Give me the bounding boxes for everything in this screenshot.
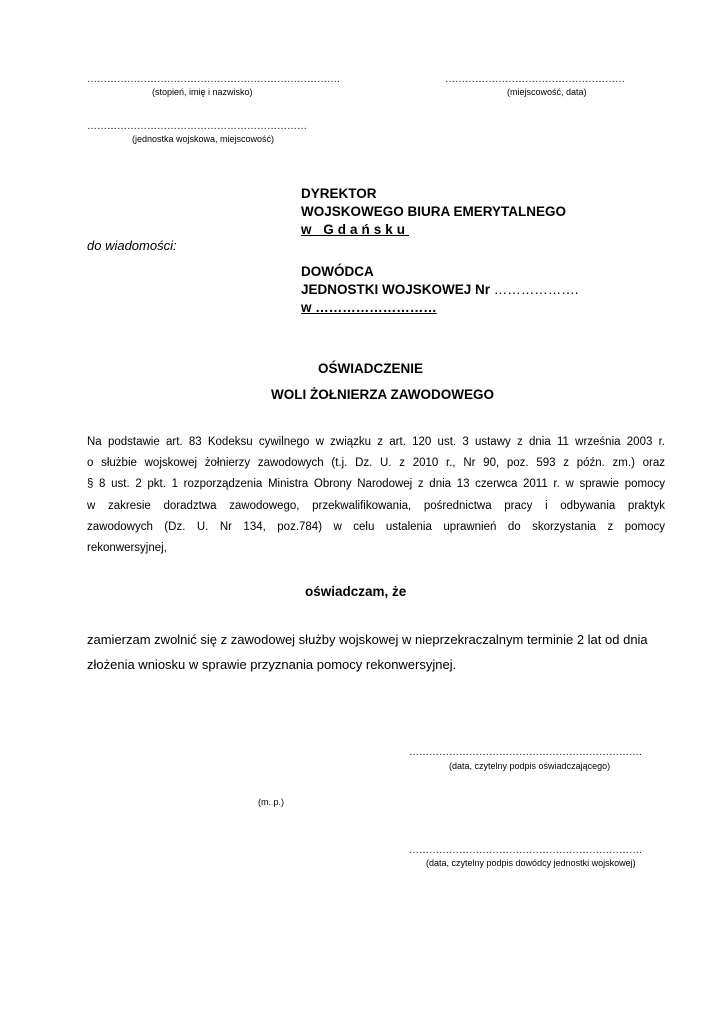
cc-label: do wiadomości: <box>87 238 177 253</box>
recipient-line-3 <box>301 221 409 239</box>
unit-caption: (jednostka wojskowa, miejscowość) <box>132 134 275 144</box>
place-date-caption: (miejscowość, data) <box>507 87 587 97</box>
paragraph-line: § 8 ust. 2 pkt. 1 rozporządzenia Ministra Obrony Narodowej z dnia 13 czerwca 2011 r. w sprawie pomocy <box>87 478 665 491</box>
statement <box>87 627 677 677</box>
name-caption: (stopień, imię i nazwisko) <box>152 87 253 97</box>
declarant-signature-caption: (data, czytelny podpis oświadczającego) <box>449 761 611 771</box>
name-dotted-line: …………………………………………………………………. <box>87 74 340 85</box>
declare-heading: oświadczam, że <box>305 584 407 599</box>
place-date-dotted-line: ……………………………………………… <box>445 74 625 85</box>
recipient-line-4: DOWÓDCA <box>301 264 374 279</box>
paragraph-line: rekonwersyjnej, <box>87 541 167 554</box>
document-subtitle: WOLI ŻOŁNIERZA ZAWODOWEGO <box>271 387 494 402</box>
recipient-line-2: WOJSKOWEGO BIURA EMERYTALNEGO <box>301 204 567 219</box>
paragraph-line: Na podstawie art. 83 Kodeksu cywilnego w związku z art. 120 ust. 3 ustawy z dnia 11 września 2003 r. <box>87 436 665 448</box>
legal-basis-paragraph <box>87 432 665 559</box>
paragraph-line: o służbie wojskowej żołnierzy zawodowych (t.j. Dz. U. z 2010 r., Nr 90, poz. 593 z późn. zm.) oraz <box>87 457 665 470</box>
commander-signature-caption: (data, czytelny podpis dowódcy jednostki wojskowej) <box>426 858 636 868</box>
unit-dotted-line: ………………………………………………………… <box>87 121 307 132</box>
recipient-line-1: DYREKTOR <box>301 186 377 201</box>
stamp-placeholder: (m. p.) <box>258 797 284 807</box>
statement-line: złożenia wniosku w sprawie przyznania pomocy rekonwersyjnej. <box>87 657 457 672</box>
commander-signature-line: ……………………………………………………………. <box>409 845 642 856</box>
declarant-signature-line: ……………………………………………………………. <box>409 747 642 758</box>
unit-number-dots: ………………. <box>493 282 579 297</box>
statement-line: zamierzam zwolnić się z zawodowej służby wojskowej w nieprzekraczalnym terminie 2 lat od dnia <box>87 632 648 647</box>
recipient-city: w Gdańsku <box>301 222 410 237</box>
document-title: OŚWIADCZENIE <box>318 361 424 376</box>
paragraph-line: w zakresie doradztwa zawodowego, przekwalifikowania, pośrednictwa pracy i odbywania praktyk <box>87 499 665 512</box>
paragraph-line: zawodowych (Dz. U. Nr 134, poz.784) w celu ustalenia uprawnień do skorzystania z pomocy <box>87 520 665 533</box>
unit-number-label: JEDNOSTKI WOJSKOWEJ Nr <box>301 282 491 297</box>
recipient-line-5 <box>301 281 579 299</box>
recipient-line-6 <box>301 299 437 317</box>
unit-location: w ……………………… <box>301 300 437 315</box>
